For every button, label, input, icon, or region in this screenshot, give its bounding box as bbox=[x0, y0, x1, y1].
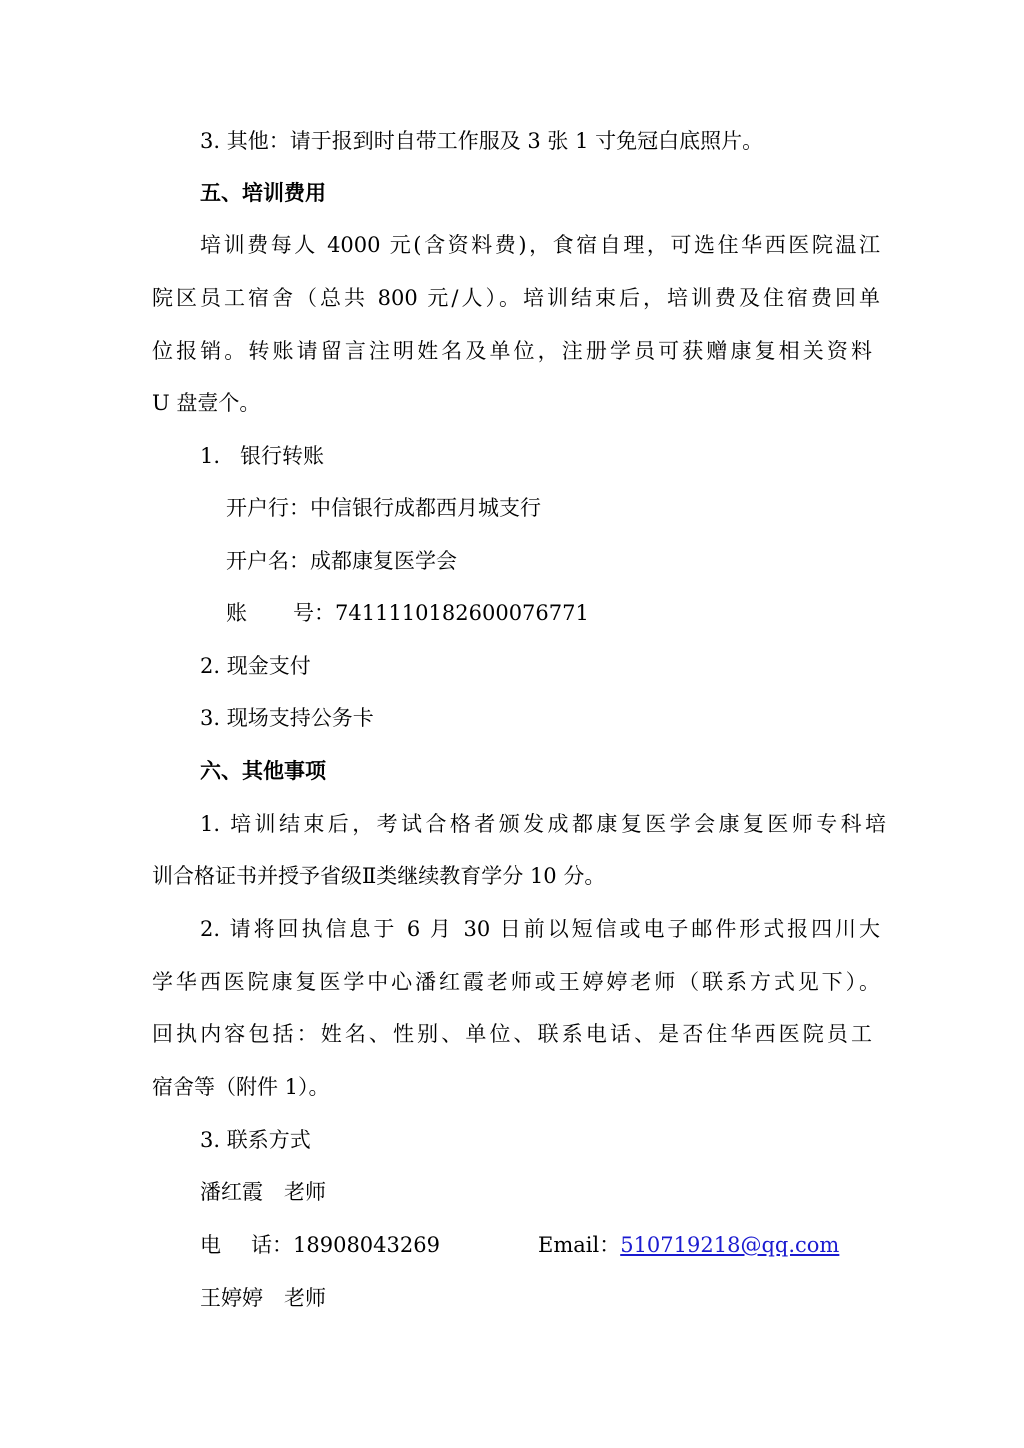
fee-line-3: 位报销。转账请留言注明姓名及单位，注册学员可获赠康复相关资料 bbox=[152, 339, 872, 363]
account-name-label: 开户名： bbox=[226, 549, 310, 573]
fee-line-1: 培训费每人 4000 元(含资料费)，食宿自理，可选住华西医院温江 bbox=[200, 233, 880, 257]
tel-label-1: 电 bbox=[200, 1233, 221, 1257]
contact1-tel-row bbox=[200, 1230, 440, 1260]
email-link[interactable]: 510719218@qq.com bbox=[620, 1233, 840, 1257]
contact1-email-row bbox=[538, 1230, 839, 1260]
account-name-row bbox=[226, 546, 457, 576]
email-label: Email： bbox=[538, 1233, 621, 1257]
account-label-2: 号： bbox=[293, 601, 335, 625]
fee-line-2: 院区员工宿舍（总共 800 元/人）。培训结束后，培训费及住宿费回单 bbox=[152, 286, 880, 310]
bank-value: 中信银行成都西月城支行 bbox=[310, 496, 541, 520]
bank-title: 银行转账 bbox=[240, 444, 324, 468]
pay-cash: 2. 现金支付 bbox=[200, 654, 311, 678]
bank-transfer-heading bbox=[200, 441, 324, 471]
account-name-value: 成都康复医学会 bbox=[310, 549, 457, 573]
pay-card: 3. 现场支持公务卡 bbox=[200, 706, 374, 730]
bank-row bbox=[226, 493, 541, 523]
contact-title: 3. 联系方式 bbox=[200, 1128, 311, 1152]
account-number-row bbox=[226, 598, 589, 628]
bank-num: 1. bbox=[200, 444, 221, 468]
account-number: 7411110182600076771 bbox=[335, 601, 589, 625]
tel-value: 18908043269 bbox=[293, 1233, 440, 1257]
item-other: 3. 其他：请于报到时自带工作服及 3 张 1 寸免冠白底照片。 bbox=[200, 129, 764, 153]
other1-line-2: 训合格证书并授予省级Ⅱ类继续教育学分 10 分。 bbox=[152, 864, 606, 888]
other2-line-2: 学华西医院康复医学中心潘红霞老师或王婷婷老师（联系方式见下）。 bbox=[152, 970, 880, 994]
fee-line-4: U 盘壹个。 bbox=[152, 391, 261, 415]
other2-line-4: 宿舍等（附件 1）。 bbox=[152, 1075, 330, 1099]
other2-line-3: 回执内容包括：姓名、性别、单位、联系电话、是否住华西医院员工 bbox=[152, 1022, 872, 1046]
tel-label-2: 话： bbox=[251, 1233, 293, 1257]
account-label-1: 账 bbox=[226, 601, 247, 625]
contact1-name: 潘红霞 老师 bbox=[200, 1180, 326, 1204]
other2-line-1: 2. 请将回执信息于 6 月 30 日前以短信或电子邮件形式报四川大 bbox=[200, 917, 880, 941]
section5-title: 五、培训费用 bbox=[200, 180, 326, 205]
bank-label: 开户行： bbox=[226, 496, 310, 520]
section6-title: 六、其他事项 bbox=[200, 758, 326, 783]
other1-line-1: 1. 培训结束后，考试合格者颁发成都康复医学会康复医师专科培 bbox=[200, 812, 886, 836]
contact2-name: 王婷婷 老师 bbox=[200, 1286, 326, 1310]
